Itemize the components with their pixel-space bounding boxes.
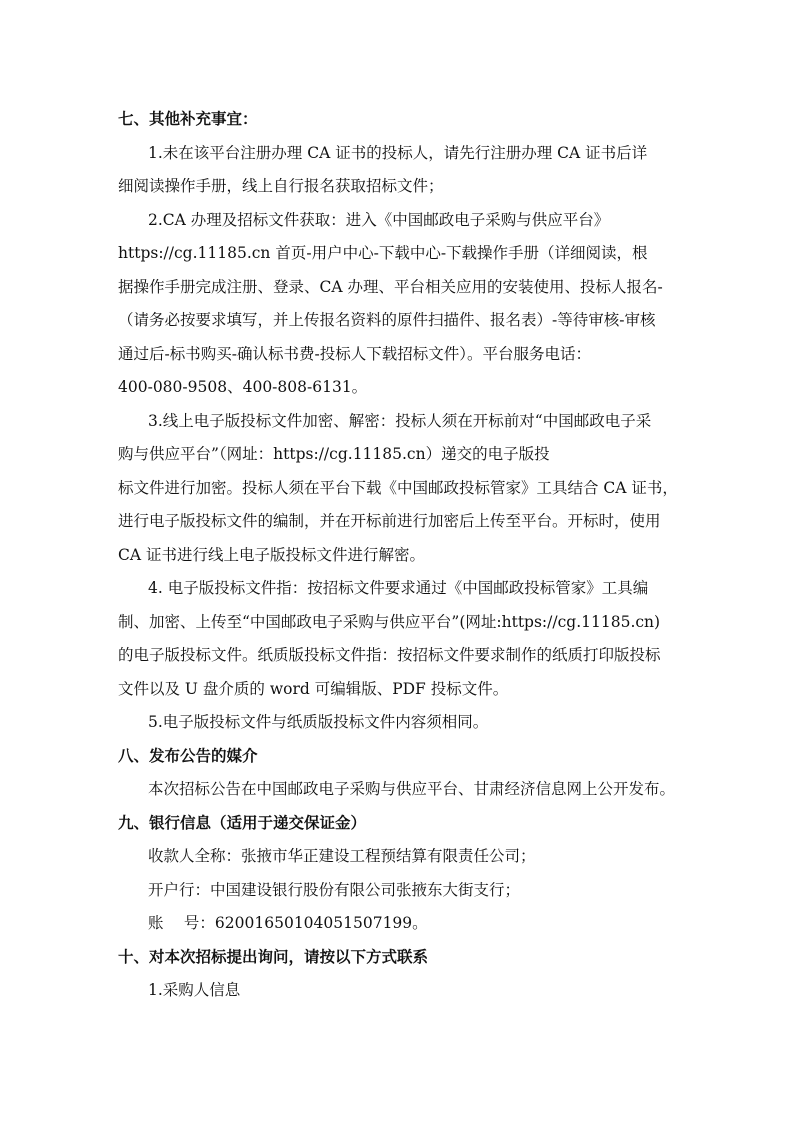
paragraph-line: 1.未在该平台注册办理 CA 证书的投标人，请先行注册办理 CA 证书后详: [148, 144, 648, 162]
paragraph-line: 通过后-标书购买-确认标书费-投标人下载招标文件）。平台服务电话：: [118, 345, 591, 363]
section-heading-8: 八、发布公告的媒介: [118, 747, 258, 765]
paragraph-line: 账 号：62001650104051507199。: [148, 914, 428, 932]
paragraph-line: 收款人全称：张掖市华正建设工程预结算有限责任公司；: [148, 847, 536, 865]
paragraph-line: 细阅读操作手册，线上自行报名获取招标文件；: [118, 177, 444, 195]
paragraph-line: CA 证书进行线上电子版投标文件进行解密。: [118, 546, 425, 564]
paragraph-line: 5.电子版投标文件与纸质版投标文件内容须相同。: [148, 713, 489, 731]
paragraph-line: 标文件进行加密。投标人须在平台下载《中国邮政投标管家》工具结合 CA 证书，: [118, 479, 678, 497]
paragraph-line: （请务必按要求填写，并上传报名资料的原件扫描件、报名表）-等待审核-审核: [118, 311, 656, 329]
paragraph-line: 据操作手册完成注册、登录、CA 办理、平台相关应用的安装使用、投标人报名-: [118, 278, 663, 296]
paragraph-line: 的电子版投标文件。纸质版投标文件指：按招标文件要求制作的纸质打印版投标: [118, 646, 661, 664]
paragraph-line: 400-080-9508、400-808-6131。: [118, 378, 368, 396]
paragraph-line: https://cg.11185.cn 首页-用户中心-下载中心-下载操作手册（详细阅读，根: [118, 244, 648, 262]
paragraph-line: 文件以及 U 盘介质的 word 可编辑版、PDF 投标文件。: [118, 680, 509, 698]
paragraph-line: 进行电子版投标文件的编制，并在开标前进行加密后上传至平台。开标时，使用: [118, 512, 661, 530]
section-heading-7: 七、其他补充事宜：: [118, 110, 258, 128]
paragraph-line: 购与供应平台”（网址：https://cg.11185.cn）递交的电子版投: [118, 445, 550, 463]
section-heading-10: 十、对本次招标提出询问，请按以下方式联系: [118, 948, 429, 966]
paragraph-line: 开户行：中国建设银行股份有限公司张掖东大街支行；: [148, 881, 521, 899]
paragraph-line: 3.线上电子版投标文件加密、解密：投标人须在开标前对“中国邮政电子采: [148, 412, 652, 430]
section-heading-9: 九、银行信息（适用于递交保证金）: [118, 814, 367, 832]
paragraph-line: 制、加密、上传至“中国邮政电子采购与供应平台”(网址:https://cg.11185.cn): [118, 613, 661, 631]
paragraph-line: 1.采购人信息: [148, 981, 241, 999]
paragraph-line: 4. 电子版投标文件指：按招标文件要求通过《中国邮政投标管家》工具编: [148, 579, 649, 597]
paragraph-line: 2.CA 办理及招标文件获取：进入《中国邮政电子采购与供应平台》: [148, 211, 610, 229]
paragraph-line: 本次招标公告在中国邮政电子采购与供应平台、甘肃经济信息网上公开发布。: [148, 780, 676, 798]
